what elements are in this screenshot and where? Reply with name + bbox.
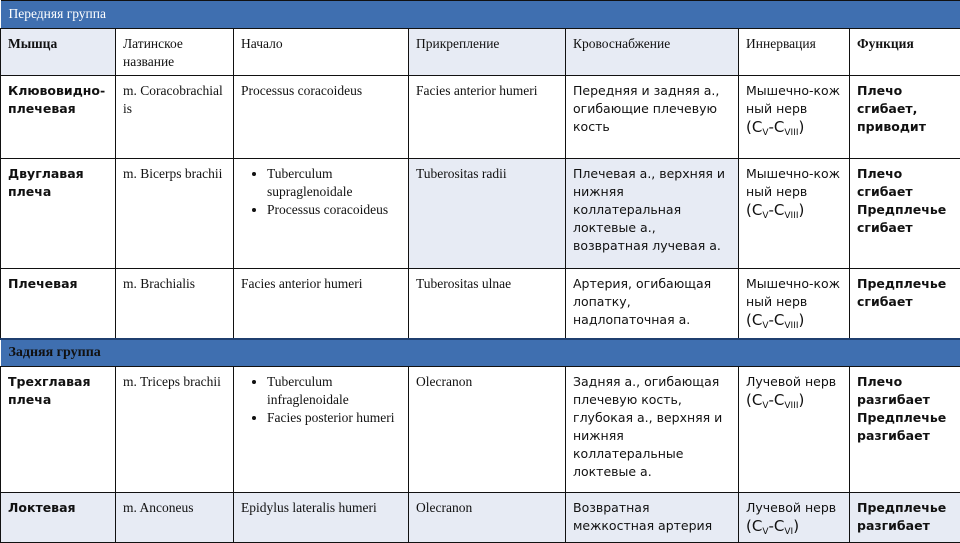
header-origin: Начало <box>234 29 409 76</box>
header-muscle: Мышца <box>1 29 116 76</box>
origin-list-item: • Facies posterior humeri <box>267 409 401 427</box>
function-cell: Плечо сгибает, приводит <box>850 76 960 159</box>
innervation-cell <box>739 492 850 542</box>
origin-list-item: • Tuberculum infraglenoidale <box>267 373 401 409</box>
insertion-cell: Olecranon <box>409 366 566 492</box>
table-row <box>1 76 960 159</box>
muscle-name: Трехглавая плеча <box>1 366 116 492</box>
muscle-name: Плечевая <box>1 269 116 339</box>
table-row <box>1 492 960 542</box>
function-line: Предплечье разгибает <box>857 409 953 445</box>
muscle-name: Локтевая <box>1 492 116 542</box>
function-line: Плечо сгибает <box>857 165 953 201</box>
function-cell: Предплечье сгибает <box>850 269 960 339</box>
insertion-cell: Facies anterior humeri <box>409 76 566 159</box>
function-line: Плечо разгибает <box>857 373 953 409</box>
latin-name: m. Triceps brachii <box>116 366 234 492</box>
group-title-posterior: Задняя группа <box>1 339 960 367</box>
latin-name: m. Bicerps brachii <box>116 159 234 269</box>
innervation-cell <box>739 159 850 269</box>
table-row <box>1 269 960 339</box>
spinal-segments: $(C_V-C_{VIII})$ <box>746 311 842 329</box>
header-function: Функция <box>850 29 960 76</box>
table-row <box>1 366 960 492</box>
innervation-cell <box>739 76 850 159</box>
header-insertion: Прикрепление <box>409 29 566 76</box>
header-latin: Латинское название <box>116 29 234 76</box>
table-row <box>1 159 960 269</box>
spinal-segments: $(C_V-C_{VI})$ <box>746 517 842 535</box>
nerve-name: Мышечно-кожный нерв <box>746 275 842 311</box>
origin-list <box>241 373 401 427</box>
nerve-name: Лучевой нерв <box>746 499 842 517</box>
blood-cell: Возвратная межкостная артерия <box>566 492 739 542</box>
header-row <box>1 29 960 76</box>
nerve-name: Лучевой нерв <box>746 373 842 391</box>
muscle-name: Двуглавая плеча <box>1 159 116 269</box>
function-cell <box>850 159 960 269</box>
insertion-cell: Tuberositas radii <box>409 159 566 269</box>
insertion-cell: Olecranon <box>409 492 566 542</box>
function-cell: Предплечье разгибает <box>850 492 960 542</box>
innervation-cell <box>739 366 850 492</box>
nerve-name: Мышечно-кожный нерв <box>746 165 842 201</box>
blood-cell: Задняя а., огибающая плечевую кость, глубокая а., верхняя и нижняя коллатеральные локтевые а. <box>566 366 739 492</box>
spinal-segments: $(C_V-C_{VIII})$ <box>746 118 842 136</box>
origin-cell: Processus coracoideus <box>234 76 409 159</box>
blood-cell: Артерия, огибающая лопатку, надлопаточная а. <box>566 269 739 339</box>
insertion-cell: Tuberositas ulnae <box>409 269 566 339</box>
group-row-anterior <box>1 1 960 29</box>
latin-name: m. Anconeus <box>116 492 234 542</box>
header-blood: Кровоснабжение <box>566 29 739 76</box>
spinal-segments: $(C_V-C_{VIII})$ <box>746 391 842 409</box>
blood-cell: Передняя и задняя а., огибающие плечевую кость <box>566 76 739 159</box>
latin-name: m. Coracobrachialis <box>116 76 234 159</box>
muscle-name: Клювовидно-плечевая <box>1 76 116 159</box>
origin-cell: Epidylus lateralis humeri <box>234 492 409 542</box>
blood-cell: Плечевая а., верхняя и нижняя коллатеральная локтевые а., возвратная лучевая а. <box>566 159 739 269</box>
innervation-cell <box>739 269 850 339</box>
group-title-anterior: Передняя группа <box>1 1 960 29</box>
header-innervation: Иннервация <box>739 29 850 76</box>
function-line: Предплечье сгибает <box>857 201 953 237</box>
spinal-segments: $(C_V-C_{VIII})$ <box>746 201 842 219</box>
origin-list-item: • Processus coracoideus <box>267 201 401 219</box>
origin-cell <box>234 159 409 269</box>
latin-name: m. Brachialis <box>116 269 234 339</box>
group-row-posterior <box>1 339 960 367</box>
origin-cell: Facies anterior humeri <box>234 269 409 339</box>
origin-cell <box>234 366 409 492</box>
function-cell <box>850 366 960 492</box>
origin-list <box>241 165 401 219</box>
origin-list-item: • Tuberculum supraglenoidale <box>267 165 401 201</box>
nerve-name: Мышечно-кожный нерв <box>746 82 842 118</box>
